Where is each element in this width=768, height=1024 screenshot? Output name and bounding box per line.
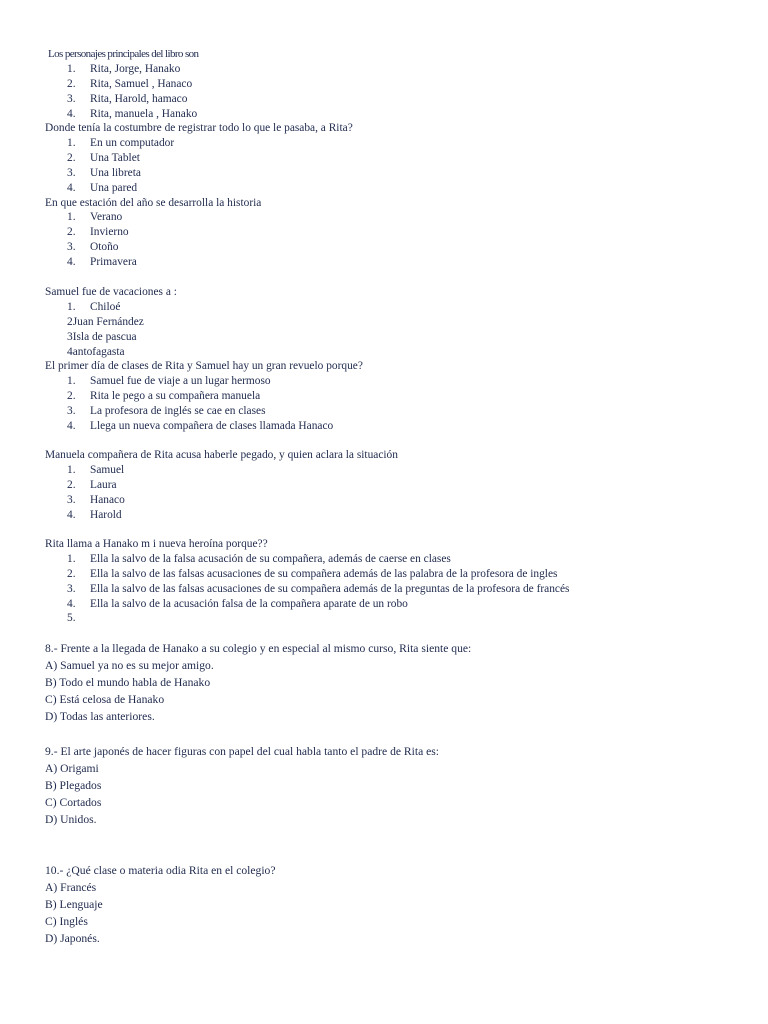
list-item: C) Inglés <box>45 915 88 928</box>
list-item: A) Origami <box>45 762 99 775</box>
list-item: A) Samuel ya no es su mejor amigo. <box>45 659 214 672</box>
question-prompt: El primer día de clases de Rita y Samuel hay un gran revuelo porque? <box>45 360 363 372</box>
question-prompt: 9.- El arte japonés de hacer figuras con papel del cual habla tanto el padre de Rita es: <box>45 745 440 758</box>
list-item: 4antofagasta <box>67 346 125 358</box>
list-item: 2Juan Fernández <box>67 316 144 328</box>
question-prompt: Los personajes principales del libro son <box>48 48 199 60</box>
list-item: D) Japonés. <box>45 932 100 945</box>
question-prompt: Samuel fue de vacaciones a : <box>45 286 177 298</box>
document-page: Los personajes principales del libro son 1. Rita, Jorge, Hanako 2. Rita, Samuel , Hanaco 3. Rita, Harold, hamaco 4. Rita, manuela , Hanako Donde tenía la costumbre de registrar todo lo que le pasaba, a Rita? 1. En un computador 2. Una Tablet 3. Una libreta 4. Una pared En que estación del año se desarrolla la historia 1. Verano 2. Invierno 3. Otoño 4. Primavera Samuel fue de vacaciones a : 1. Chiloé 2Juan Fernández 3Isla de pascua 4antofagasta El primer día de clases de Rita y Samuel hay un gran revuelo porque? 1. Samuel fue de viaje a un lugar hermoso 2. Rita le pego a su compañera manuela 3. La profesora de inglés se cae en clases 4. Llega un nueva compañera de clases llamada Hanaco Manuela compañera de Rita acusa haberle pegado, y quien aclara la situación 1. Samuel 2. Laura 3. Hanaco 4. Harold Rita llama a Hanako m i nueva heroína porque?? 1. Ella la salvo de la falsa acusación de su compañera, además de caerse en clases 2. Ella la salvo de las falsas acusaciones de su compañera además de las palabra de la profesora de ingles 3. Ella la salvo de las falsas acusaciones de su compañera además de la preguntas de la profesora de francés 4. Ella la salvo de la acusación falsa de la compañera aparate de un robo 5. 8.- Frente a la llegada de Hanako a su colegio y en especial al mismo curso, Rita siente que: A) Samuel ya no es su mejor amigo. B) Todo el mundo habla de Hanako C) Está celosa de Hanako D) Todas las anteriores. 9.- El arte japonés de hacer figuras con papel del cual habla tanto el padre de Rita es: A) Origami B) Plegados C) Cortados D) Unidos. 10.- ¿Qué clase o materia odia Rita en el colegio? A) Francés B) Lenguaje C) Inglés D) Japonés. <box>45 48 570 945</box>
list-item: C) Está celosa de Hanako <box>45 693 165 706</box>
question-prompt: 8.- Frente a la llegada de Hanako a su colegio y en especial al mismo curso, Rita siente que: <box>45 642 472 655</box>
list-item: A) Francés <box>45 881 97 894</box>
question-prompt: Manuela compañera de Rita acusa haberle pegado, y quien aclara la situación <box>45 449 398 461</box>
list-item: D) Todas las anteriores. <box>45 710 155 723</box>
question-prompt: 10.- ¿Qué clase o materia odia Rita en el colegio? <box>45 864 276 877</box>
list-item: 3Isla de pascua <box>67 331 137 343</box>
question-prompt: En que estación del año se desarrolla la historia <box>45 197 262 209</box>
list-item: C) Cortados <box>45 796 102 809</box>
list-item: D) Unidos. <box>45 813 97 826</box>
list-item: B) Lenguaje <box>45 898 103 911</box>
question-prompt: Rita llama a Hanako m i nueva heroína porque?? <box>45 538 268 550</box>
question-prompt: Donde tenía la costumbre de registrar todo lo que le pasaba, a Rita? <box>45 122 353 134</box>
list-item: B) Plegados <box>45 779 102 792</box>
list-item: B) Todo el mundo habla de Hanako <box>45 676 211 689</box>
